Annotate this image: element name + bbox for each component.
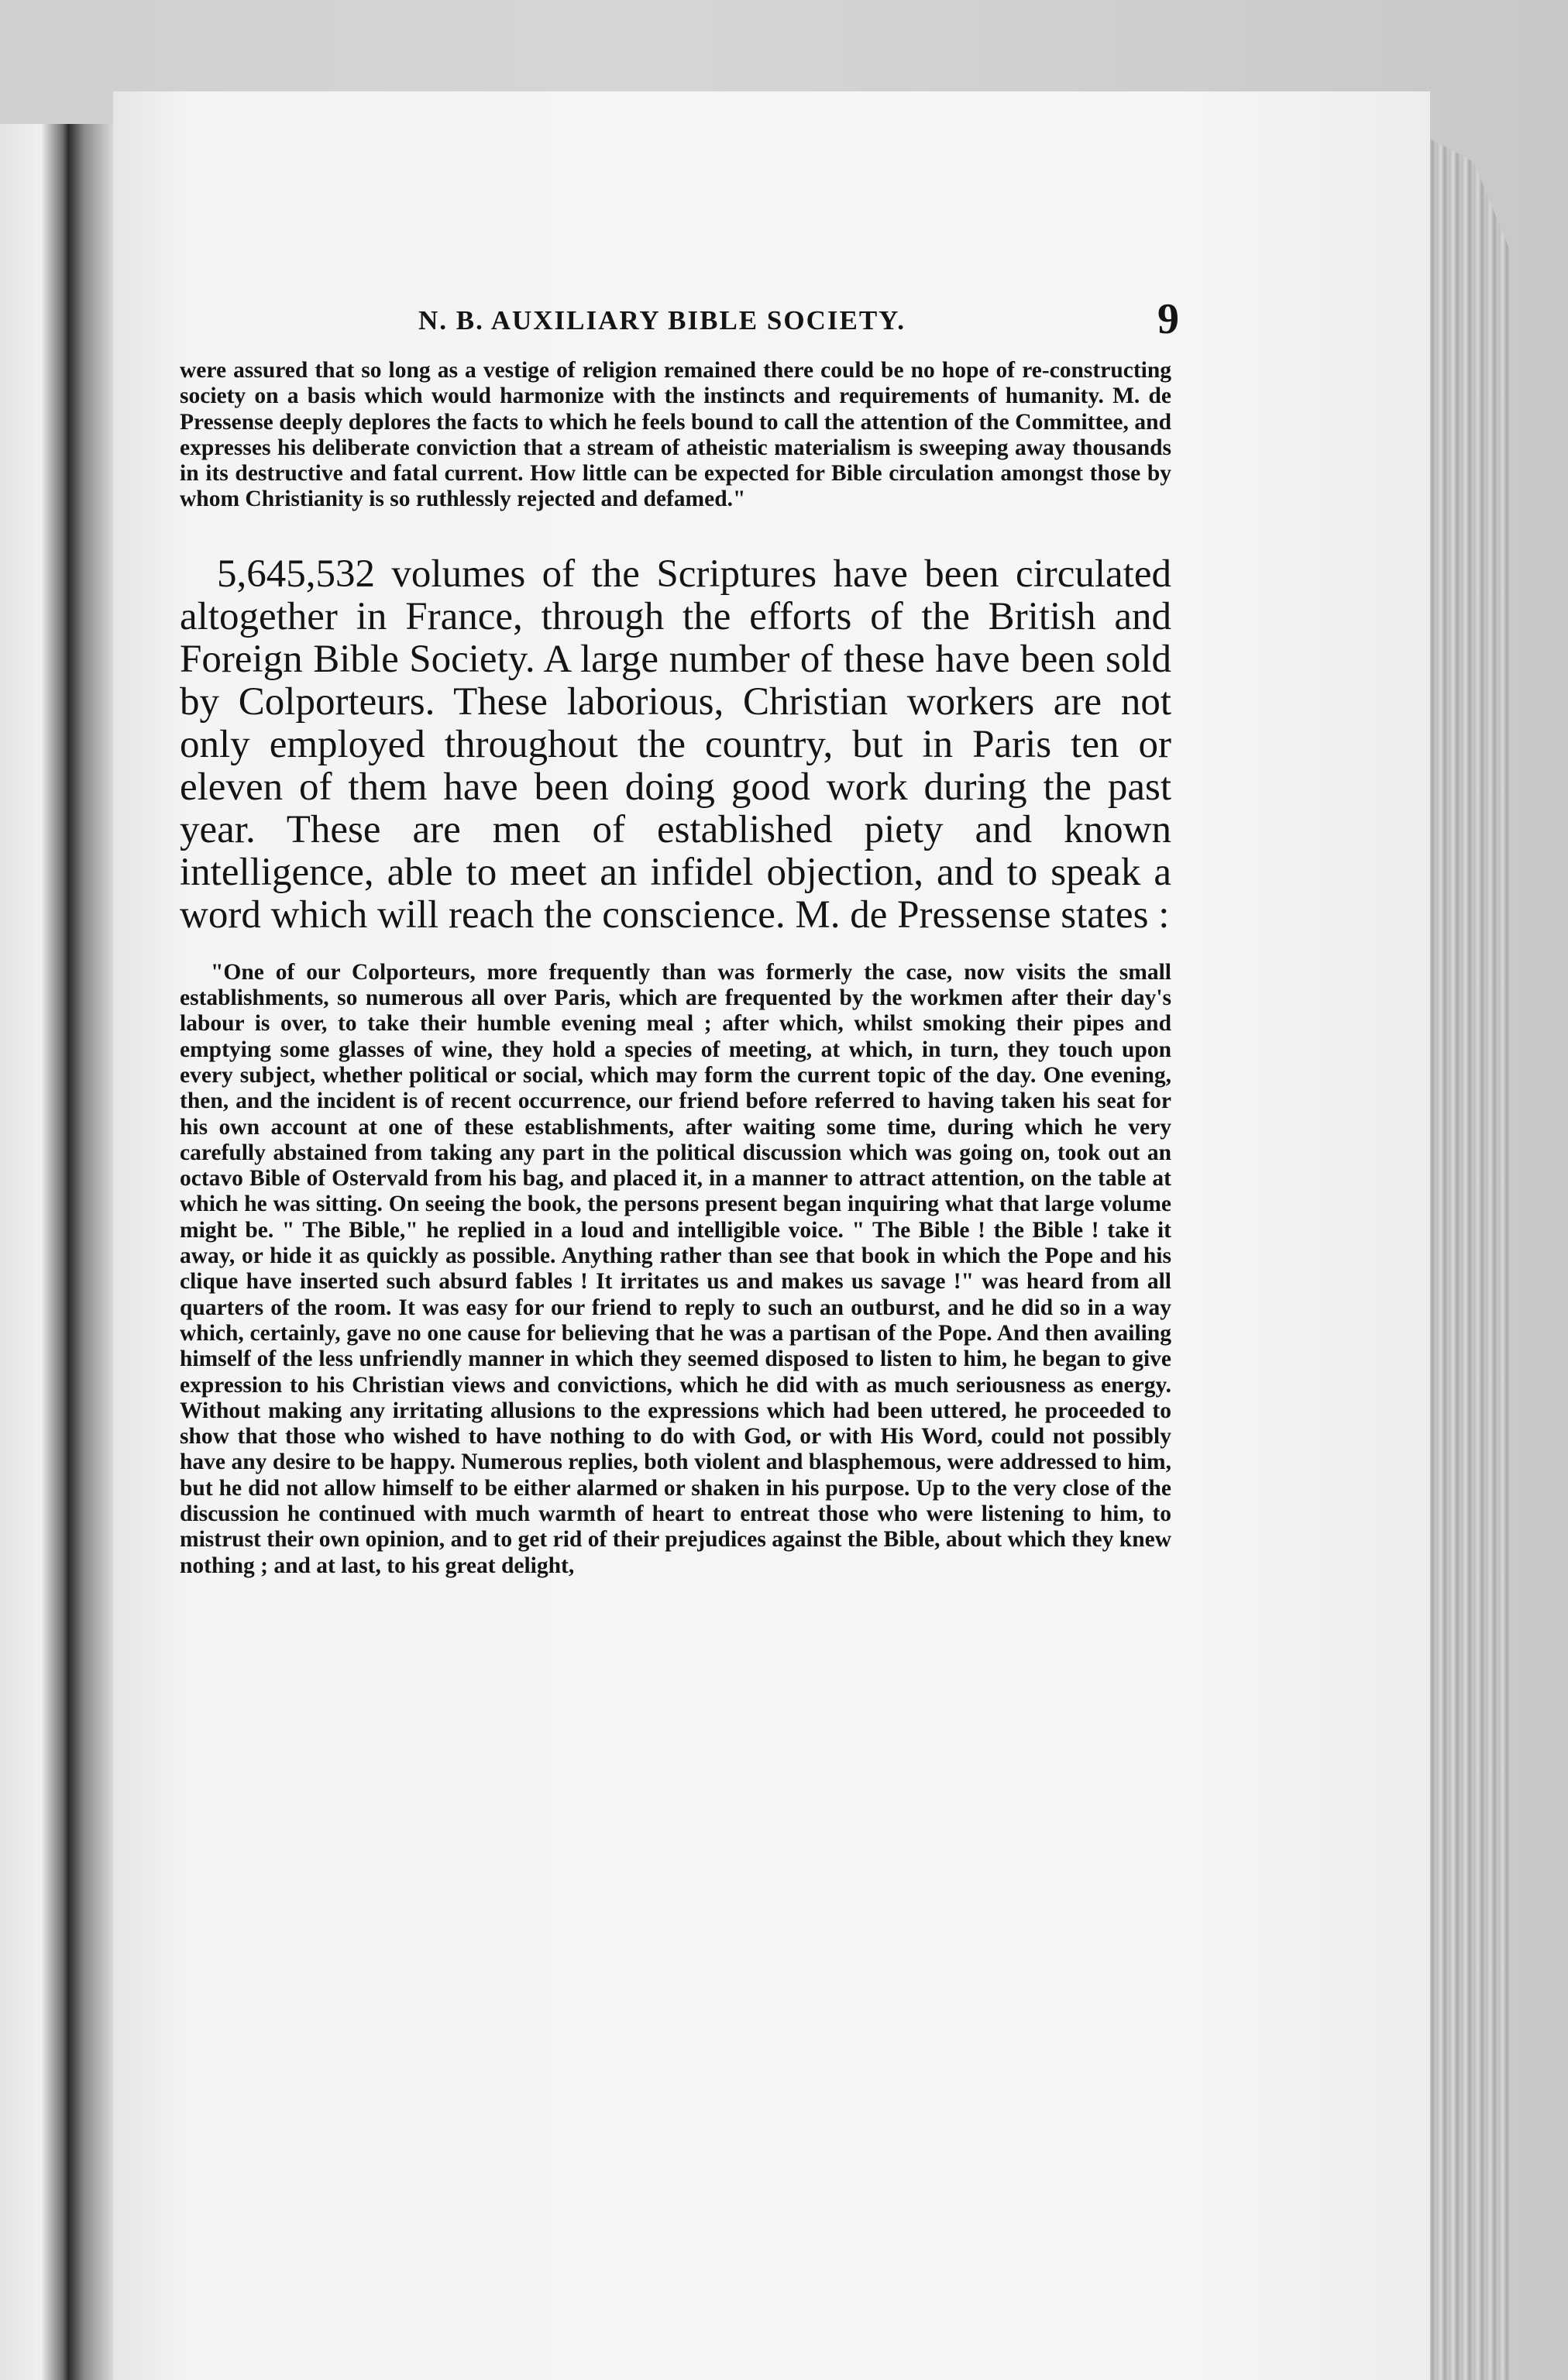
intro-quote-paragraph: were assured that so long as a vestige of religion remained there could be no hope of re-constructing society on a basis which would harmonize with the instincts and requirements of humanity. M. de Pressense deeply deplores the facts to which he feels bound to call the attention of the Committee, and expresses his deliberate conviction that a stream of atheistic materialism is sweeping away thousands in its destructive and fatal current. How little can be expected for Bible circulation amongst those by whom Christianity is so ruthlessly rejected and defamed." (180, 358, 1171, 512)
page-content (180, 294, 1179, 1579)
page-number: 9 (1157, 295, 1179, 343)
running-head-title: N. B. AUXILIARY BIBLE SOCIETY. (418, 305, 906, 335)
running-head (180, 294, 1179, 349)
quote-paragraph: "One of our Colporteurs, more frequently than was formerly the case, now visits the small establishments, so numerous all over Paris, which are frequented by the workmen after their day's labour is over, to take their humble evening meal ; after which, whilst smoking their pipes and emptying some glasses of wine, they hold a species of meeting, at which, in turn, they touch upon every subject, whether political or social, which may form the current topic of the day. One evening, then, and the incident is of recent occurrence, our friend before referred to having taken his seat for his own account at one of these establishments, after waiting some time, during which he very carefully abstained from taking any part in the political discussion which was going on, took out an octavo Bible of Ostervald from his bag, and placed it, in a manner to attract attention, on the table at which he was sitting. On seeing the book, the persons present began inquiring what that large volume might be. " The Bible," he replied in a loud and intelligible voice. " The Bible ! the Bible ! take it away, or hide it as quickly as possible. Anything rather than see that book in which the Pope and his clique have inserted such absurd fables ! It irritates us and makes us savage !" was heard from all quarters of the room. It was easy for our friend to reply to such an outburst, and he did so in a way which, certainly, gave no one cause for believing that he was a partisan of the Pope. And then availing himself of the less unfriendly manner in which they seemed disposed to listen to him, he began to give expression to his Christian views and convictions, which he did with as much seriousness as energy. Without making any irritating allusions to the expressions which had been uttered, he proceeded to show that those who wished to have nothing to do with God, or with His Word, could not possibly have any desire to be happy. Numerous replies, both violent and blasphemous, were addressed to him, but he did not allow himself to be either alarmed or shaken in his purpose. Up to the very close of the discussion he continued with much warmth of heart to entreat those who were listening to him, to mistrust their own opinion, and to get rid of their prejudices against the Bible, about which they knew nothing ; and at last, to his great delight, (180, 959, 1171, 1578)
facing-page-edge (0, 124, 68, 2380)
main-paragraph: 5,645,532 volumes of the Scriptures have been circulated altogether in France, through the efforts of the British and Foreign Bible Society. A large number of these have been sold by Colporteurs. These laborious, Christian workers are not only employed throughout the country, but in Paris ten or eleven of them have been doing good work during the past year. These are men of established piety and known intelligence, able to meet an infidel objection, and to speak a word which will reach the conscience. M. de Pressense states : (180, 552, 1171, 937)
book-gutter (68, 124, 113, 2380)
